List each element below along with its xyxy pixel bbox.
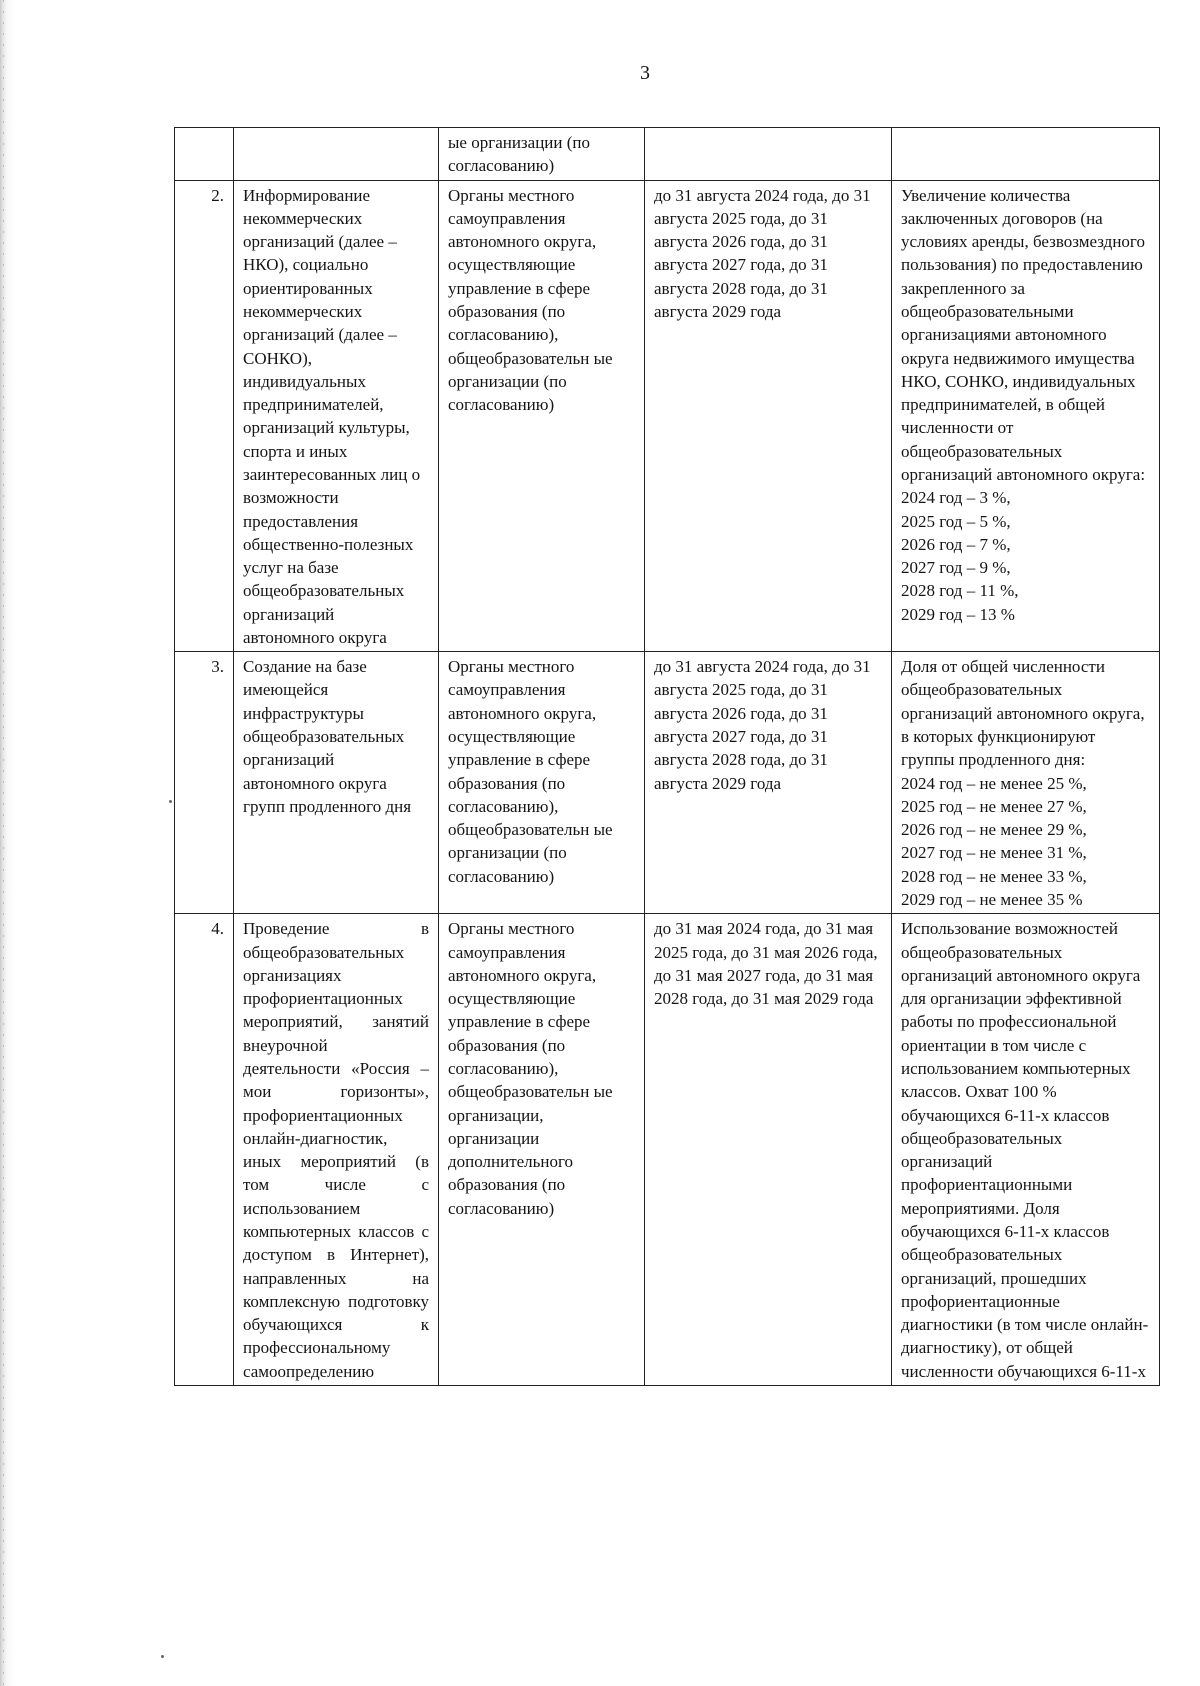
event-cell: Создание на базе имеющейся инфраструктуры общеобразовательных организаций автономного округа групп продленного дня xyxy=(234,652,439,914)
event-cell xyxy=(234,128,439,181)
deadline-cell xyxy=(645,128,892,181)
row-number-cell: 2. xyxy=(175,180,234,652)
result-cell xyxy=(892,128,1160,181)
executors-cell: ые организации (по согласованию) xyxy=(439,128,645,181)
deadline-cell: до 31 мая 2024 года, до 31 мая 2025 года, до 31 мая 2026 года, до 31 мая 2027 года, до 31 мая 2028 года, до 31 мая 2029 года xyxy=(645,914,892,1386)
table-row-3 xyxy=(175,652,1160,914)
event-cell: Проведение в общеобразовательных организациях профориентационных мероприятий, занятий внеурочной деятельности «Россия – мои горизонты», профориентационных онлайн-диагностик, иных мероприятий (в том числе с использованием компьютерных классов с доступом в Интернет), направленных на комплексную подготовку обучающихся к профессиональному самоопределению xyxy=(234,914,439,1386)
result-cell: Доля от общей численности общеобразовательных организаций автономного округа, в которых функционируют группы продленного дня: 2024 год – не менее 25 %, 2025 год – не менее 27 %, 2026 год – не менее 29 %, 2027 год – не менее 31 %, 2028 год – не менее 33 %, 2029 год – не менее 35 % xyxy=(892,652,1160,914)
row-number-cell xyxy=(175,128,234,181)
event-cell: Информирование некоммерческих организаций (далее – НКО), социально ориентированных некоммерческих организаций (далее – СОНКО), индивидуальных предпринимателей, организаций культуры, спорта и иных заинтересованных лиц о возможности предоставления общественно-полезных услуг на базе общеобразовательных организаций автономного округа xyxy=(234,180,439,652)
result-cell: Использование возможностей общеобразовательных организаций автономного округа для организации эффективной работы по профессиональной ориентации в том числе с использованием компьютерных классов. Охват 100 % обучающихся 6-11-х классов общеобразовательных организаций профориентационными мероприятиями. Доля обучающихся 6-11-х классов общеобразовательных организаций, прошедших профориентационные диагностики (в том числе онлайн-диагностику), от общей численности обучающихся 6-11-х xyxy=(892,914,1160,1386)
scan-edge-artifact xyxy=(0,0,14,1686)
table-row-4 xyxy=(175,914,1160,1386)
executors-cell: Органы местного самоуправления автономного округа, осуществляющие управление в сфере образования (по согласованию), общеобразовательн ые организации, организации дополнительного образования (по согласованию) xyxy=(439,914,645,1386)
executors-cell: Органы местного самоуправления автономного округа, осуществляющие управление в сфере образования (по согласованию), общеобразовательн ые организации (по согласованию) xyxy=(439,652,645,914)
deadline-cell: до 31 августа 2024 года, до 31 августа 2025 года, до 31 августа 2026 года, до 31 августа 2027 года, до 31 августа 2028 года, до 31 августа 2029 года xyxy=(645,652,892,914)
row-number-cell: 4. xyxy=(175,914,234,1386)
row-number-cell: 3. xyxy=(175,652,234,914)
executors-cell: Органы местного самоуправления автономного округа, осуществляющие управление в сфере образования (по согласованию), общеобразовательн ые организации (по согласованию) xyxy=(439,180,645,652)
table-row-2 xyxy=(175,180,1160,652)
page-number: 3 xyxy=(640,62,650,84)
measures-table xyxy=(174,127,1160,1386)
result-cell: Увеличение количества заключенных договоров (на условиях аренды, безвозмездного пользования) по предоставлению закрепленного за общеобразовательными организациями автономного округа недвижимого имущества НКО, СОНКО, индивидуальных предпринимателей, в общей численности от общеобразовательных организаций автономного округа: 2024 год – 3 %, 2025 год – 5 %, 2026 год – 7 %, 2027 год – 9 %, 2028 год – 11 %, 2029 год – 13 % xyxy=(892,180,1160,652)
scan-speck xyxy=(161,1655,164,1658)
deadline-cell: до 31 августа 2024 года, до 31 августа 2025 года, до 31 августа 2026 года, до 31 августа 2027 года, до 31 августа 2028 года, до 31 августа 2029 года xyxy=(645,180,892,652)
table-row-continuation xyxy=(175,128,1160,181)
scan-speck xyxy=(169,800,172,803)
